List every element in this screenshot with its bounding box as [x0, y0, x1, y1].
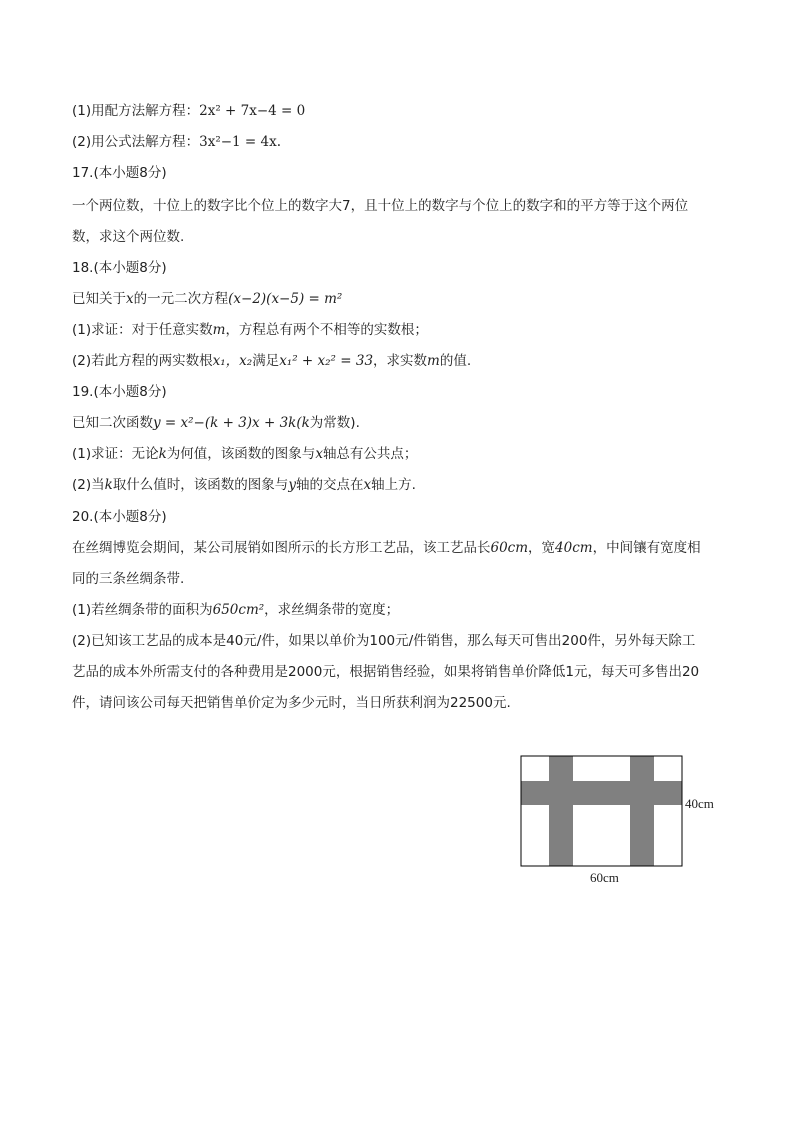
q19-header: 19.(本小题8分)	[72, 384, 167, 400]
q19-part2-text2: 取什么值时，该函数的图象与	[112, 477, 289, 493]
q18-header: 18.(本小题8分)	[72, 260, 167, 276]
q18-part2-equation: x₁² + x₂² = 33	[279, 353, 374, 369]
q17-text-line1: 一个两位数，十位上的数字比个位上的数字大7，且十位上的数字与个位上的数字和的平方等于这个两位	[72, 198, 689, 214]
silk-craft-figure	[519, 754, 719, 884]
q19-part1	[72, 445, 417, 463]
q20-part1-text2: ，求丝绸条带的宽度；	[264, 602, 400, 618]
q19-part2-var3: x	[363, 477, 372, 493]
q19-part1-text3: 轴总有公共点；	[322, 446, 418, 462]
q17-header: 17.(本小题8分)	[72, 165, 167, 181]
q19-part2	[72, 476, 416, 494]
q16-part2-label: (2)用公式法解方程：	[72, 134, 200, 150]
q16-part1-equation: 2x² + 7x−4 = 0	[199, 103, 306, 119]
horizontal-band	[521, 781, 682, 805]
q19-stem-text: 已知二次函数	[72, 415, 153, 431]
figure-width-label: 40cm	[685, 796, 714, 811]
q20-line1-width: 40cm	[555, 540, 593, 556]
q20-part2-line2: 艺品的成本外所需支付的各种费用是2000元，根据销售经验，如果将销售单价降低1元，每天可多售出20	[72, 664, 700, 680]
q18-part2-text: (2)若此方程的两实数根	[72, 353, 213, 369]
q17-text-line2: 数，求这个两位数.	[72, 229, 185, 245]
q19-part1-var: k	[158, 446, 167, 462]
q19-part1-text2: 为何值，该函数的图象与	[166, 446, 316, 462]
q18-part2	[72, 352, 471, 370]
q19-part2-var2: y	[288, 477, 296, 493]
q20-part2-line3: 件，请问该公司每天把销售单价定为多少元时，当日所获利润为22500元.	[72, 695, 511, 711]
q20-part1	[72, 601, 399, 619]
q20-line1-text2: ，宽	[528, 540, 556, 556]
q18-part1-text2: ，方程总有两个不相等的实数根；	[225, 322, 428, 338]
q18-stem-text: 已知关于	[72, 291, 126, 307]
q19-part2-text: (2)当	[72, 477, 105, 493]
silk-craft-diagram	[519, 754, 719, 884]
q19-part2-text3: 轴的交点在	[295, 477, 364, 493]
q20-part1-area: 650cm²	[212, 602, 265, 618]
vertical-band-left	[549, 756, 573, 866]
q20-part1-text: (1)若丝绸条带的面积为	[72, 602, 213, 618]
q16-part1-label: (1)用配方法解方程：	[72, 103, 200, 119]
q18-stem-text2: 的一元二次方程	[133, 291, 229, 307]
figure-length-label: 60cm	[590, 870, 619, 885]
q19-part2-var: k	[104, 477, 113, 493]
q18-part1	[72, 321, 428, 339]
q18-part1-var: m	[212, 322, 226, 338]
q20-text-line2: 同的三条丝绸条带.	[72, 571, 185, 587]
q20-line1-length: 60cm	[490, 540, 529, 556]
q20-line1-text3: ，中间镶有宽度相	[592, 540, 701, 556]
q16-part2	[72, 133, 281, 151]
q20-line1-text: 在丝绸博览会期间，某公司展销如图所示的长方形工艺品，该工艺品长	[72, 540, 491, 556]
q18-stem-equation: (x−2)(x−5) = m²	[228, 291, 343, 307]
q18-stem	[72, 290, 342, 308]
q19-stem	[72, 414, 360, 432]
q20-part2-line1: (2)已知该工艺品的成本是40元/件，如果以单价为100元/件销售，那么每天可售出200件，另外每天除工	[72, 633, 696, 649]
q19-part2-text4: 轴上方.	[371, 477, 416, 493]
q19-stem-equation: y = x²−(k + 3)x + 3k(	[153, 415, 302, 431]
q19-part1-text: (1)求证：无论	[72, 446, 159, 462]
q16-part1	[72, 102, 305, 120]
q18-stem-var: x	[126, 291, 134, 307]
vertical-band-right	[630, 756, 654, 866]
q18-part2-var: m	[427, 353, 440, 369]
q16-part2-equation: 3x²−1 = 4x.	[199, 134, 282, 150]
q18-part1-text: (1)求证：对于任意实数	[72, 322, 213, 338]
q19-stem-var: k	[301, 415, 310, 431]
q18-part2-text4: 的值.	[439, 353, 472, 369]
q19-stem-text2: 为常数).	[309, 415, 360, 431]
q18-part2-vars: x₁，x₂	[212, 353, 253, 369]
q18-part2-text3: ，求实数	[373, 353, 428, 369]
q19-part1-var2: x	[315, 446, 323, 462]
q18-part2-text2: 满足	[252, 353, 280, 369]
craft-background	[521, 756, 682, 866]
q20-header: 20.(本小题8分)	[72, 509, 167, 525]
q20-text-line1	[72, 539, 701, 557]
